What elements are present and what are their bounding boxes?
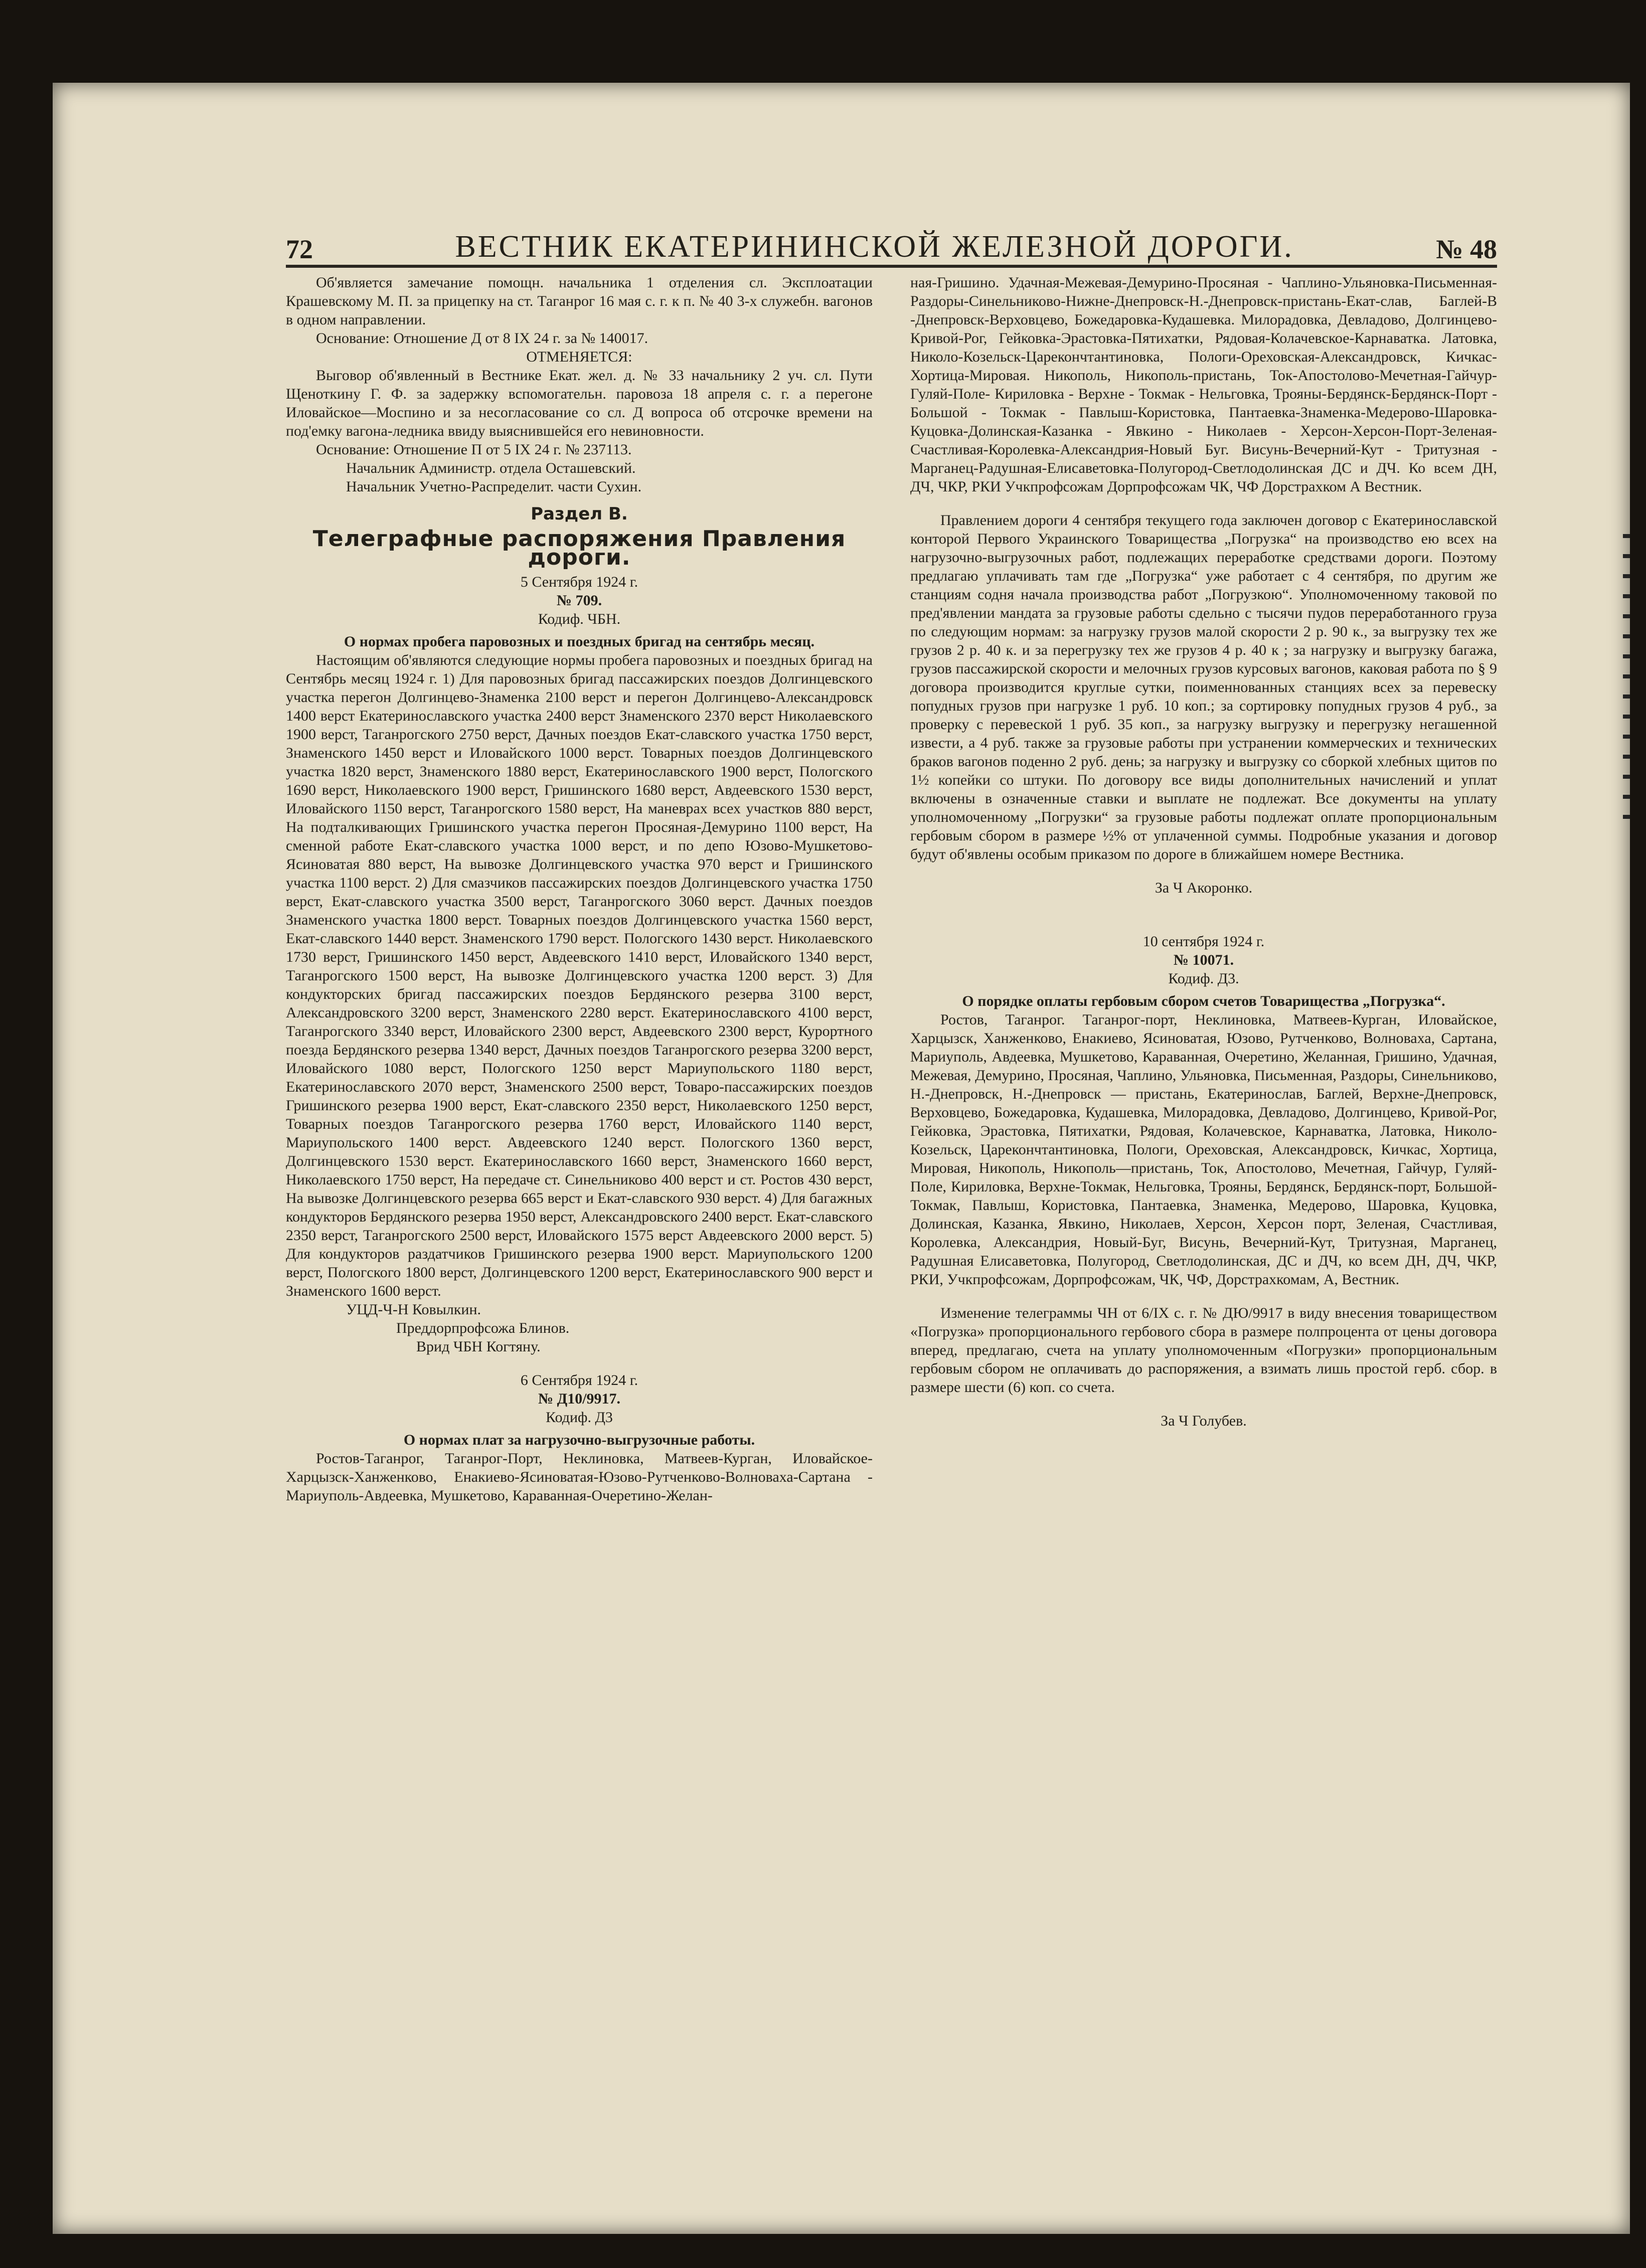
notice-basis: Основание: Отношение Д от 8 IX 24 г. за № 140017. — [316, 330, 648, 346]
page-number: 72 — [286, 234, 313, 264]
order-10071-date: 10 сентября 1924 г. — [1142, 933, 1265, 950]
order-709-number: № 709. — [556, 592, 602, 609]
order-10071-addressees: Ростов, Таганрог. Таганрог-порт, Неклиновка, Матвеев-Курган, Иловайское, Харцызск, Ханженково, Енакиево, Ясиноватая, Юзово, Рутченково, Волноваха, Сартана, Мариуполь, Авдеевка, Мушкетово, Караванная, Очеретино, Желанная, Гришино, Удачная, Межевая, Демурино, Просяная, Чаплино, Ульяновка, Письменная, Раздоры, Синельниково, Н.-Днепровск, Н.-Днепровск — пристань, Екатеринослав, Баглей, Верхне-Днепровск, Верховцево, Божедаровка, Кудашевка, Милорадовка, Девладово, Долгинцево, Кривой-Рог, Гейковка, Эрастовка, Пятихатки, Рядовая, Колачевское, Карнаватка, Латовка, Николо-Козельск, Царекончтантиновка, Пологи, Ореховская, Александровск, Кичкас, Хортица, Мировая, Никополь, Никополь—пристань, Ток, Апостолово, Мечетная, Гайчур, Гуляй-Поле, Кириловка, Верхне-Токмак, Нельговка, Трояны, Бердянск, Бердянск-порт, Большой-Токмак, Павлыш, Користовка, Пантаевка, Знаменка, Медерово, Шаровка, Куцовка, Долинская, Казанка, Явкино, Николаев, Херсон, Херсон порт, Зеленая, Счастливая, Королевка, Александрия, Новый-Буг, Висунь, Вечерний-Кут, Тритузная, Марганец, Радушная Елисаветовка, Полугород, Светлодолинская, ДС и ДЧ, ко всем ДН, ДЧ, ЧКР, РКИ, Учкпрофсожам, Дорпрофсожам, ЧК, ЧФ, Дорстрахкомам, А, Вестник. — [910, 1011, 1497, 1288]
order-9917-date: 6 Сентября 1924 г. — [520, 1372, 638, 1388]
order-9917-signature: За Ч Акоронко. — [1155, 880, 1253, 896]
left-column — [286, 273, 873, 1505]
order-9917-body: Правлением дороги 4 сентября текущего года заключен договор с Екатеринославской конторой Первого Украинского Товарищества „Погрузка“ на производство ею всех на нагрузочно-выгрузочных работ, подлежащих переработке средствами дороги. Поэтому предлагаю уплачивать там где „Погрузка“ уже работает с 4 сентября, по другим же станциям содня начала производства работ „Погрузкою“. Уполномоченному таковой по пред'явлении мандата за грузовые работы сдельно с тысячи пудов переработанного груза по следующим нормам: за нагрузку грузов малой скорости 2 р. 90 к., за выгрузку тех же грузов 2 р. 40 к. и за перегрузку тех же грузов 4 р. 40 к ; за нагрузку и выгрузку багажа, грузов пассажирской скорости и мелочных грузов курсовых вагонов, каковая работа по § 9 договора производится круглые сутки, поименнованных станциях всех за перевеску попудных грузов при нагрузке 1 руб. 10 коп.; за сортировку попудных грузов 4 руб., за проверку с перевеской 1 руб. 35 коп., за нагрузку выгрузку и перегрузку негашенной извести, а 4 руб. также за грузовые работы при устранении коммерческих и технических браков вагонов поденно 2 руб. день; за нагрузку и выгрузку со сборкой хлебных щитов по 1½ копейки со штуки. По договору все виды дополнительных начислений и уплат включены в означенные ставки и выплате не подлежат. Все документы на уплату уполномоченному „Погрузки“ за грузовые работы подлежат оплате пропорциональным гербовым сбором в размере ½% от уплаченной суммы. Подробные указания и договор будут об'явлены особым приказом по дороге в ближайшем номере Вестника. — [910, 512, 1497, 862]
order-10071-text: Изменение телеграммы ЧН от 6/IX с. г. № ДЮ/9917 в виду внесения товариществом «Погрузка» пропорционального гербового сбора в размере полпроцента от цены договора вперед, предлагаю, счета на уплату уполномоченным «Погрузки» пропорциональным гербовым сбором не оплачивать до распоряжения, а взимать лишь простой герб. сбор. в размере шести (6) коп. со счета. — [910, 1305, 1497, 1395]
cancel-text: Выговор об'явленный в Вестнике Екат. жел. д. № 33 начальнику 2 уч. сл. Пути Щеноткину Г. Ф. за задержку вспомогательн. паровоза 18 апреля с. г. а перегоне Иловайское—Моспино и за несогласование со сл. Д вопроса об отсрочке времени на под'емку вагона-ледника ввиду выяснившейся его невиновности. — [286, 367, 873, 439]
order-709-text: Настоящим об'являются следующие нормы пробега паровозных и поездных бригад на Сентябрь месяц 1924 г. 1) Для паровозных бригад пассажирских поездов Долгинцевского участка перегон Долгинцево-Знаменка 2100 верст и перегон Долгинцево-Александровск 1400 верст Екатеринославского участка 2400 верст Знаменского 2370 верст Николаевского 1900 верст, Таганрогского 2750 верст, Дачных поездов Екат-славского участка 1750 верст, Знаменского 1450 верст и Иловайского 1000 верст. Товарных поездов Долгинцевского участка 1820 верст, Знаменского 1880 верст, Екатеринославского 1900 верст, Пологского 1690 верст, Николаевского 1900 верст, Гришинского 1680 верст, Авдеевского 1530 верст, Иловайского 1150 верст, Таганрогского 1580 верст, На маневрах всех участков 880 верст, На подталкивающих Гришинского участка перегон Просяная-Демурино 1100 верст, На сменной работе Екат-славского участка 1000 верст, и по депо Юзово-Мушкетово-Ясиноватая 880 верст, На вывозке Долгинцевского участка 970 верст и Гришинского участка 1100 верст. 2) Для смазчиков пассажирских поездов Долгинцевского участка 1750 верст, Екат-славского участка 3500 верст, Таганрогского 3060 верст. Дачных поездов Знаменского участка 1800 верст. Товарных поездов Долгинцевского участка 1560 верст, Екат-славского 1440 верст. Знаменского 1790 верст. Пологского 1430 верст. Николаевского 1730 верст, Гришинского 1450 верст, Авдеевского 1410 верст, Иловайского 1340 верст, Таганрогского 1500 верст, На вывозке Долгинцевского участка 1200 верст. 3) Для кондукторских бригад пассажирских поездов Бердянского резерва 3100 верст, Александровского 3200 верст, Знаменского 2280 верст. Екатеринославского 4100 верст, Таганрогского 3340 верст, Иловайского 2300 верст, Авдеевского 2300 верст, Курортного поезда Бердянского резерва 1340 верст, Дачных поездов Таганрогского резерва 3200 верст, Иловайского 1080 верст, Пологского 1250 верст Мариупольского 1180 верст, Екатеринославского 2070 верст, Знаменского 2500 верст, Товаро-пассажирских поездов Гришинского резерва 1900 верст, Екат-славского 2350 верст, Николаевского 1250 верст, Товарных поездов Таганрогского резерва 1760 верст, Иловайского 1140 верст, Мариупольского 1400 верст. Авдеевского 1240 верст. Пологского 1360 верст, Долгинцевского 1530 верст. Екатеринославского 1660 верст, Знаменского 1660 верст, Николаевского 1750 верст, На передаче ст. Синельниково 400 верст и ст. Ростов 430 верст, На вывозке Долгинцевского резерва 665 верст и Екат-славского 930 верст. 4) Для багажных кондукторов Бердянского резерва 1950 верст, Александровского 2400 верст. Екат-славского 2350 верст, Таганрогского 2500 верст, Иловайского 1575 верст Авдеевского 2000 верст. 5) Для кондукторов раздатчиков Гришинского резерва 1900 верст. Мариупольского 1200 верст, Пологского 1800 верст, Долгинцевского 1200 верст, Екатеринославского 900 верст и Знаменского 1600 верст. — [286, 652, 873, 1299]
order-9917-codif: Кодиф. Д3 — [546, 1409, 613, 1426]
journal-title: ВЕСТНИК ЕКАТЕРИНИНСКОЙ ЖЕЛЕЗНОЙ ДОРОГИ. — [455, 230, 1294, 264]
order-9917-continuation: ная-Гришино. Удачная-Межевая-Демурино-Просяная - Чаплино-Ульяновка-Письменная-Раздоры-Синельниково-Нижне-Днепровск-Н.-Днепровск-пристань-Екат-слав, Баглей-В -Днепровск-Верховцево, Божедаровка-Кудашевка. Милорадовка, Девладово, Долгинцево-Кривой-Рог, Гейковка-Эрастовка-Пятихатки, Рядовая-Колачевское-Карнаватка. Латовка, Николо-Козельск-Царекончтантиновка, Пологи-Ореховская-Александровск, Кичкас-Хортица-Мировая. Никополь, Никополь-пристань, Ток-Апостолово-Мечетная-Гайчур-Гуляй-Поле- Кириловка - Верхне - Токмак - Нельговка, Трояны-Бердянск-Бердянск-Порт - Большой - Токмак - Павлыш-Користовка, Пантаевка-Знаменка-Медерово-Шаровка-Куцовка-Долинская-Казанка - Явкино - Николаев - Херсон-Херсон-Порт-Зеленая-Счастливая-Королевка-Александрия-Новый Буг. Висунь-Вечерний-Кут - Тритузная - Марганец-Радушная-Елисаветовка-Полугород-Светлодолинская ДС и ДЧ. Ко всем ДН, ДЧ, ЧКР, РКИ Учкпрофсожам Дорпрофсожам ЧК, ЧФ Дорстрахком А Вестник. — [910, 274, 1497, 495]
order-9917-text: Ростов-Таганрог, Таганрог-Порт, Неклиновка, Матвеев-Курган, Иловайское-Харцызск-Ханженково, Енакиево-Ясиноватая-Юзово-Рутченково-Волноваха-Сартана - Мариуполь-Авдеевка, Мушкетово, Караванная-Очеретино-Желан- — [286, 1450, 873, 1504]
signature-admin: Начальник Администр. отдела Осташевский. — [346, 460, 636, 476]
order-9917-heading: О нормах плат за нагрузочно-выгрузочные работы. — [403, 1432, 755, 1448]
order-9917-number: № Д10/9917. — [538, 1390, 621, 1407]
cancel-heading: ОТМЕНЯЕТСЯ: — [526, 348, 632, 365]
order-10071-codif: Кодиф. Д3. — [1168, 970, 1239, 987]
cancel-basis: Основание: Отношение П от 5 IX 24 г. № 237113. — [316, 441, 632, 458]
order-709-signature-2: Преддорпрофсожа Блинов. — [396, 1320, 570, 1336]
newspaper-page — [53, 83, 1630, 2234]
running-header — [286, 221, 1497, 268]
order-10071-signature: За Ч Голубев. — [1161, 1413, 1247, 1429]
order-10071-number: № 10071. — [1173, 952, 1234, 968]
issue-number: № 48 — [1436, 234, 1497, 264]
order-709-date: 5 Сентября 1924 г. — [520, 574, 638, 590]
section-title: Телеграфные распоряжения Правления дороги. — [312, 526, 846, 570]
order-709-signature-3: Врид ЧБН Когтяну. — [416, 1338, 541, 1355]
order-709-signature-1: УЦД-Ч-Н Ковылкин. — [346, 1301, 481, 1318]
signature-accounting: Начальник Учетно-Распределит. части Сухин. — [346, 478, 642, 495]
next-page-edge — [1623, 534, 1630, 835]
notice-remark: Об'является замечание помощн. начальника 1 отделения сл. Эксплоатации Крашевскому М. П. за прицепку на ст. Таганрог 16 мая с. г. к п. № 40 3-х служебн. вагонов в одном направлении. — [286, 274, 873, 328]
order-709-heading: О нормах пробега паровозных и поездных бригад на сентябрь месяц. — [344, 633, 815, 650]
order-709-codif: Кодиф. ЧБН. — [538, 611, 621, 627]
order-10071-heading: О порядке оплаты гербовым сбором счетов Товарищества „Погрузка“. — [962, 993, 1445, 1009]
right-column — [910, 273, 1497, 1430]
section-label: Раздел В. — [531, 504, 628, 524]
